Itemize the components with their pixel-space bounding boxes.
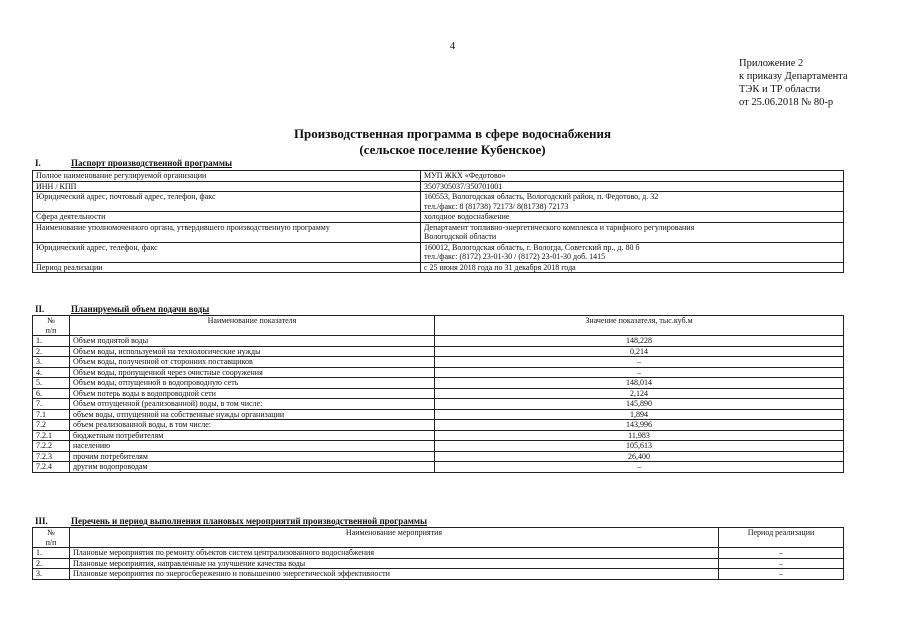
row-name: прочим потребителям xyxy=(70,451,435,462)
table-row xyxy=(33,222,844,242)
header-name: Наименование показателя xyxy=(70,316,435,336)
row-value: 1,894 xyxy=(435,409,844,420)
row-name: Объем воды, полученной от сторонних поставщиков xyxy=(70,357,435,368)
section-2-heading xyxy=(35,304,209,314)
row-number: 7.2.4 xyxy=(33,462,70,473)
row-number: 3. xyxy=(33,569,70,580)
row-value: 0,214 xyxy=(435,346,844,357)
row-name: бюджетным потребителям xyxy=(70,430,435,441)
table-row xyxy=(33,192,844,212)
section-number: I. xyxy=(35,158,41,168)
row-number: 1. xyxy=(33,336,70,347)
row-name: Объем поднятой воды xyxy=(70,336,435,347)
table-row xyxy=(33,336,844,347)
table-row xyxy=(33,441,844,452)
row-label: ИНН / КПП xyxy=(33,181,421,192)
table-row xyxy=(33,420,844,431)
row-value: 105,613 xyxy=(435,441,844,452)
appendix-note xyxy=(739,57,848,109)
section-number: II. xyxy=(35,304,45,314)
header-value: Значение показателя, тыс.куб.м xyxy=(435,316,844,336)
header-line: п/п xyxy=(45,325,57,335)
table-row xyxy=(33,357,844,368)
section-title: Перечень и период выполнения плановых мероприятий производственной программы xyxy=(71,516,428,526)
value-line: 160553, Вологодская область, Вологодский район, п. Федотово, д. 32 xyxy=(424,192,659,201)
row-number: 7.1 xyxy=(33,409,70,420)
passport-table xyxy=(32,170,844,273)
row-value xyxy=(421,222,844,242)
row-value: 26,400 xyxy=(435,451,844,462)
row-name: Плановые мероприятия, направленные на улучшение качества воды xyxy=(70,558,719,569)
row-number: 7.2 xyxy=(33,420,70,431)
water-volume-table xyxy=(32,315,844,473)
row-number: 7.2.1 xyxy=(33,430,70,441)
value-line: 160012, Вологодская область, г. Вологда, Советский пр., д. 80 б xyxy=(424,242,640,252)
appendix-line: Приложение 2 xyxy=(739,58,804,69)
table-row xyxy=(33,462,844,473)
table-row xyxy=(33,378,844,389)
value-line: Вологодской области xyxy=(424,232,497,241)
row-value: с 25 июня 2018 года по 31 декабря 2018 года xyxy=(421,262,844,273)
title-line: Производственная программа в сфере водоснабжения xyxy=(293,126,612,141)
section-number: III. xyxy=(35,516,48,526)
row-number: 7.2.2 xyxy=(33,441,70,452)
header-number xyxy=(33,528,70,548)
table-header-row xyxy=(33,528,844,548)
document-title xyxy=(0,126,905,158)
row-value: 145,890 xyxy=(435,399,844,410)
header-line: № xyxy=(47,528,55,537)
row-label: Сфера деятельности xyxy=(33,212,421,223)
header-name: Наименование мероприятия xyxy=(70,528,719,548)
row-value: 2,124 xyxy=(435,388,844,399)
value-line: тел./факс: (8172) 23-01-30 / (8172) 23-01-30 доб. 1415 xyxy=(424,252,606,261)
row-value: – xyxy=(719,558,844,569)
row-number: 6. xyxy=(33,388,70,399)
row-number: 5. xyxy=(33,378,70,389)
table-row xyxy=(33,558,844,569)
row-number: 7. xyxy=(33,399,70,410)
row-value: 148,014 xyxy=(435,378,844,389)
row-number: 7.2.3 xyxy=(33,451,70,462)
value-line: тел./факс: 8 (81738) 72173/ 8(81738) 72173 xyxy=(424,201,569,211)
header-period: Период реализации xyxy=(719,528,844,548)
section-title: Паспорт производственной программы xyxy=(71,158,232,168)
row-value xyxy=(421,192,844,212)
row-name: Объем воды, используемой на технологические нужды xyxy=(70,346,435,357)
title-line: (сельское поселение Кубенское) xyxy=(359,142,546,157)
header-number xyxy=(33,316,70,336)
table-row xyxy=(33,399,844,410)
row-value: 11,983 xyxy=(435,430,844,441)
row-label: Юридический адрес, телефон, факс xyxy=(33,242,421,262)
measures-table xyxy=(32,527,844,580)
appendix-line: ТЭК и ТР области xyxy=(739,84,821,95)
row-number: 4. xyxy=(33,367,70,378)
table-row xyxy=(33,181,844,192)
table-row xyxy=(33,367,844,378)
table-row xyxy=(33,548,844,559)
table-row xyxy=(33,569,844,580)
value-line: Департамент топливно-энергетического комплекса и тарифного регулирования xyxy=(424,222,695,232)
row-name: другим водопроводам xyxy=(70,462,435,473)
table-header-row xyxy=(33,316,844,336)
row-number: 2. xyxy=(33,346,70,357)
table-row xyxy=(33,430,844,441)
table-row xyxy=(33,409,844,420)
section-3-heading xyxy=(35,516,427,526)
row-name: Объем потерь воды в водопроводной сети xyxy=(70,388,435,399)
row-number: 2. xyxy=(33,558,70,569)
row-value xyxy=(421,242,844,262)
section-title: Планируемый объем подачи воды xyxy=(71,304,210,314)
row-name: Плановые мероприятия по ремонту объектов систем централизованного водоснабжения xyxy=(70,548,719,559)
table-row xyxy=(33,451,844,462)
appendix-line: от 25.06.2018 № 80-р xyxy=(739,97,834,108)
header-line: № xyxy=(47,316,55,325)
row-value: – xyxy=(435,357,844,368)
row-name: населению xyxy=(70,441,435,452)
row-name: объем реализованной воды, в том числе: xyxy=(70,420,435,431)
table-row xyxy=(33,212,844,223)
row-value: МУП ЖКХ «Федотово» xyxy=(421,171,844,182)
row-name: Объем отпущенной (реализованной) воды, в том числе: xyxy=(70,399,435,410)
row-number: 1. xyxy=(33,548,70,559)
table-row xyxy=(33,242,844,262)
row-value: – xyxy=(435,367,844,378)
row-name: Объем воды, отпущенной в водопроводную сеть xyxy=(70,378,435,389)
page-number: 4 xyxy=(449,40,456,52)
row-label: Полное наименование регулируемой организации xyxy=(33,171,421,182)
row-value: 143,996 xyxy=(435,420,844,431)
appendix-line: к приказу Департамента xyxy=(739,71,848,82)
row-label: Юридический адрес, почтовый адрес, телефон, факс xyxy=(33,192,421,212)
row-name: Плановые мероприятия по энергосбережению и повышению энергетической эффективности xyxy=(70,569,719,580)
row-name: Объем воды, пропущенной через очистные сооружения xyxy=(70,367,435,378)
row-value: 3507305037/350701001 xyxy=(421,181,844,192)
row-value: – xyxy=(435,462,844,473)
section-1-heading xyxy=(35,158,232,168)
row-value: 148,228 xyxy=(435,336,844,347)
row-label: Период реализации xyxy=(33,262,421,273)
header-line: п/п xyxy=(45,537,57,547)
row-value: – xyxy=(719,548,844,559)
table-row xyxy=(33,262,844,273)
row-value: – xyxy=(719,569,844,580)
row-label: Наименование уполномоченного органа, утвердившего производственную программу xyxy=(33,222,421,242)
row-number: 3. xyxy=(33,357,70,368)
table-row xyxy=(33,388,844,399)
table-row xyxy=(33,346,844,357)
row-name: объем воды, отпущенной на собственные нужды организации xyxy=(70,409,435,420)
table-row xyxy=(33,171,844,182)
row-value: холодное водоснабжение xyxy=(421,212,844,223)
